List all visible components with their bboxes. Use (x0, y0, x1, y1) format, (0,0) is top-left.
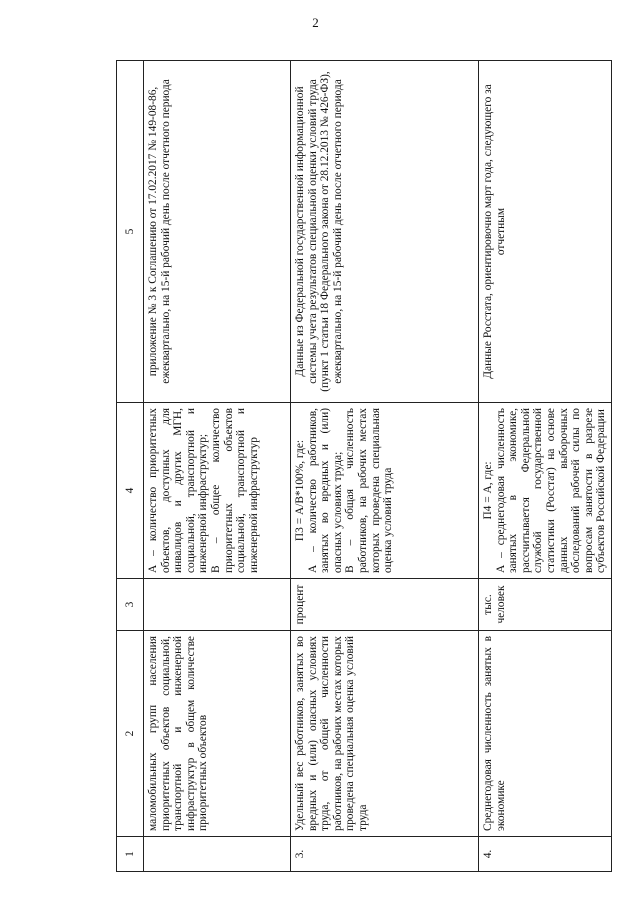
indicator-name: Удельный вес работников, занятых во вредных и (или) опасных условиях труда, от общей численности работников, на рабочих местах которых проведена специальная оценка условий труда (291, 631, 479, 837)
unit-cell (144, 579, 291, 631)
table-row (291, 61, 479, 872)
header-cell-5: 5 (117, 61, 144, 403)
header-cell-1: 1 (117, 837, 144, 872)
header-cell-3: 3 (117, 579, 144, 631)
formula: П4 = А, где: (482, 461, 494, 520)
page-number: 2 (312, 15, 319, 30)
method-cell (479, 403, 612, 579)
method-line: В – общее количество приоритетных объектов социальной, транспортной и инженерной инфраструктур (209, 408, 260, 573)
method-line: В – общая численность работников, на рабочих местах которых проведена специальная оценка условий труда (344, 408, 395, 573)
method-line: А – количество работников, занятых во вредных и (или) опасных условиях труда; (306, 408, 344, 573)
row-number: 3. (291, 837, 479, 872)
indicators-table (116, 60, 612, 872)
source-cell: Данные Росстата, ориентировочно март года, следующего за отчетным (479, 61, 612, 403)
table-row (144, 61, 291, 872)
header-cell-2: 2 (117, 631, 144, 837)
header-cell-4: 4 (117, 403, 144, 579)
source-cell: Данные из Федеральной государственной информационной системы учета результатов специальной оценки условий труда (пункт 1 статьи 18 Федерального закона от 28.12.2013 № 426-ФЗ), ежеквартально, на 15-й рабочий день после отчетного периода (291, 61, 479, 403)
indicator-name: Среднегодовая численность занятых в экономике (479, 631, 612, 837)
row-number: 4. (479, 837, 612, 872)
header-row (117, 61, 144, 872)
source-cell: приложение № 3 к Соглашению от 17.02.2017 № 149-08-86, ежеквартально, на 15-й рабочий день после отчетного периода (144, 61, 291, 403)
unit-cell: тыс. человек (479, 579, 612, 631)
table-row (479, 61, 612, 872)
method-line: А – количество приоритетных объектов, доступных для инвалидов и других МГН, социальной, транспортной и инженерной инфраструктур; (147, 408, 210, 573)
method-cell (291, 403, 479, 579)
rotated-table-area (116, 61, 608, 872)
method-cell (144, 403, 291, 579)
formula: П3 = А/В*100%, где: (294, 439, 306, 542)
unit-cell: процент (291, 579, 479, 631)
method-line: А – среднегодовая численность занятых в экономике, рассчитывается Федеральной службой государственной статистики (Росстат) на основе данных выборочных обследований рабочей силы по вопросам занятости в разрезе субъектов Российской Федерации (494, 408, 608, 573)
indicator-name: маломобильных групп населения приоритетных объектов социальной, транспортной и инженерной инфраструктур в общем количестве приоритетных объектов (144, 631, 291, 837)
row-number (144, 837, 291, 872)
